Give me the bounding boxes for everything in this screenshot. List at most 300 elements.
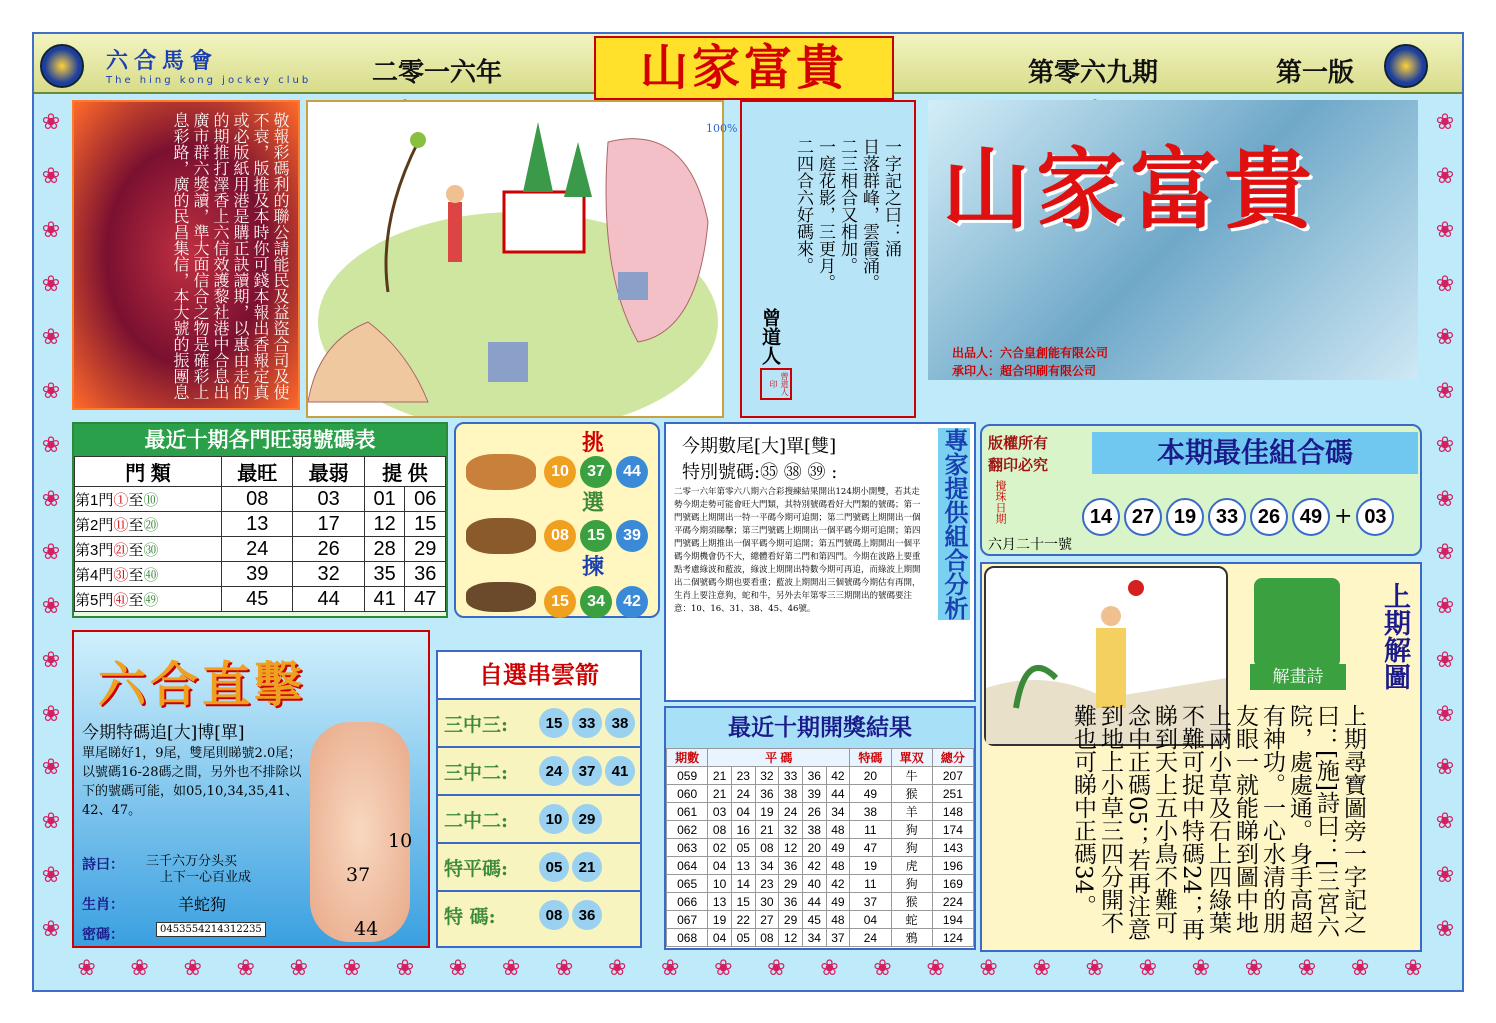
- flower-icon: ❀: [41, 862, 61, 888]
- number-ball: 42: [616, 586, 648, 618]
- results-cell: 23: [755, 875, 779, 893]
- flower-icon: ❀: [1085, 956, 1104, 981]
- results-header: 期數: [667, 749, 708, 767]
- cell-hot: 45: [222, 587, 293, 612]
- results-cell: 194: [932, 911, 973, 929]
- flower-icon: ❀: [342, 956, 362, 981]
- table-row: [667, 929, 974, 947]
- tiger-picture: [466, 454, 536, 490]
- flower-icon: ❀: [1435, 486, 1455, 512]
- results-title: 最近十期開獎結果: [666, 708, 974, 748]
- riddle-panel: [706, 100, 916, 418]
- flower-icon: ❀: [236, 956, 255, 981]
- results-cell: 29: [779, 911, 803, 929]
- arrow-row: [438, 698, 640, 746]
- table-row: [667, 767, 974, 785]
- cell-p2: 15: [405, 512, 446, 537]
- direct-panel: [72, 630, 430, 948]
- flower-icon: ❀: [41, 379, 61, 405]
- club-logo-icon: [40, 44, 84, 88]
- results-cell: 10: [708, 875, 732, 893]
- results-cell: 19: [755, 803, 779, 821]
- results-cell: 36: [779, 857, 803, 875]
- number-ball: 37: [580, 456, 612, 488]
- pick-char-2: 選: [582, 490, 605, 516]
- flower-icon: ❀: [1350, 956, 1370, 981]
- arrow-ball: 33: [572, 708, 602, 738]
- poem-panel: [72, 100, 300, 410]
- results-cell: 23: [731, 767, 755, 785]
- cell-hot: 24: [222, 537, 293, 562]
- header-year: 二零一六年: [372, 58, 503, 88]
- flower-icon: ❀: [41, 809, 61, 835]
- results-cell: 196: [932, 857, 973, 875]
- results-cell: 08: [755, 929, 779, 947]
- flower-icon: ❀: [41, 916, 61, 942]
- analysis-body: 二零一六年第零六八期六合彩搜練結果開出124期小開雙，若其走勢今期走勢可能會旺大門類，其特別號碼看好大門類的號碼；第一門號碼上期開出一特一平碼今期可追開；第二門號碼上期開出一個平碼今期須睇擊；第三門號碼上期開出一個平碼今期可追開；第四門號碼上期推出一個平碼今期可追開；第五門號碼上期開出一個平碼今期機會仍不大，總體看好第二門和第四門。今期在波路上要重點考慮綠波和藍波，綠波上期開出特數今期可再追，而綠波上期開出二個號碼今期也要看重；藍波上期開出三個號碼今期估有再開，生肖上要注意狗，蛇和牛，另外去年第零三三期開出的號碼要注意：10、16、31、38、45、46號。: [674, 487, 921, 614]
- hot-cold-header: 提 供: [364, 457, 445, 487]
- arrow-label: 三中三:: [444, 713, 509, 736]
- results-cell: 169: [932, 875, 973, 893]
- combo-ball: 49: [1292, 498, 1330, 536]
- flower-icon: ❀: [41, 325, 61, 351]
- banner-title: 山家富貴: [942, 137, 1319, 241]
- results-cell: 47: [850, 839, 891, 857]
- results-cell: 04: [708, 929, 732, 947]
- results-cell: 11: [850, 875, 891, 893]
- results-cell: 08: [708, 821, 732, 839]
- cell-hot: 13: [222, 512, 293, 537]
- cell-hot: 08: [222, 487, 293, 512]
- combo-plus: +: [1334, 504, 1353, 529]
- banner-publisher: 出品人：六合皇創能有限公司: [952, 346, 1109, 360]
- results-cell: 36: [779, 893, 803, 911]
- results-cell: 猴: [891, 893, 932, 911]
- brand: [106, 44, 311, 86]
- arrow-label: 二中二:: [444, 809, 509, 832]
- flower-icon: ❀: [1191, 956, 1211, 981]
- cell-p2: 36: [405, 562, 446, 587]
- results-cell: 02: [708, 839, 732, 857]
- results-cell: 狗: [891, 839, 932, 857]
- analysis-panel: [664, 422, 976, 702]
- arrow-ball: 37: [572, 756, 602, 786]
- arrows-panel: [436, 650, 642, 948]
- cell-p2: 29: [405, 537, 446, 562]
- flower-icon: ❀: [1435, 701, 1455, 727]
- results-cell: 48: [826, 857, 850, 875]
- poem-label: 詩曰：: [82, 857, 124, 873]
- results-cell: 19: [708, 911, 732, 929]
- arrow-ball: 21: [572, 852, 602, 882]
- arrow-label: 特 碼:: [444, 905, 496, 928]
- range-to: 至: [128, 591, 144, 609]
- last-puzzle-badge: 解畫詩: [1250, 664, 1346, 690]
- results-cell: 20: [802, 839, 826, 857]
- book-icon: [1254, 578, 1340, 668]
- door-name: 第2門: [75, 516, 114, 534]
- club-logo-icon-right: [1384, 44, 1428, 88]
- riddle-line: 二四合六好碼來。: [793, 138, 813, 274]
- arrow-ball: 41: [605, 756, 635, 786]
- flower-icon: ❀: [1435, 271, 1455, 297]
- results-cell: 44: [802, 893, 826, 911]
- flower-icon: ❀: [1435, 594, 1455, 620]
- flower-icon: ❀: [607, 956, 627, 981]
- results-cell: 27: [755, 911, 779, 929]
- table-row: [75, 512, 446, 537]
- results-cell: 064: [667, 857, 708, 875]
- flower-icon: ❀: [1435, 755, 1455, 781]
- direct-number-3: 44: [354, 918, 379, 940]
- results-cell: 36: [755, 785, 779, 803]
- results-cell: 鴉: [891, 929, 932, 947]
- results-cell: 05: [731, 929, 755, 947]
- percent-badge: 100%: [706, 122, 738, 135]
- combo-date-label: 攪珠日期: [994, 480, 1007, 524]
- results-cell: 11: [850, 821, 891, 839]
- results-cell: 24: [731, 785, 755, 803]
- flower-icon: ❀: [41, 164, 61, 190]
- door-label: [75, 512, 222, 537]
- arrow-ball: 15: [539, 708, 569, 738]
- range-end: ⑩: [143, 491, 159, 509]
- range-end: ㉚: [143, 541, 159, 559]
- results-cell: 42: [802, 857, 826, 875]
- flower-icon: ❀: [183, 956, 202, 981]
- arrow-ball: 29: [572, 804, 602, 834]
- results-cell: 174: [932, 821, 973, 839]
- flower-border-bottom: [60, 956, 1440, 986]
- results-cell: 124: [932, 929, 973, 947]
- results-cell: 224: [932, 893, 973, 911]
- flower-icon: ❀: [1297, 956, 1317, 981]
- results-cell: 42: [826, 875, 850, 893]
- combo-ball: 27: [1124, 498, 1162, 536]
- results-cell: 32: [779, 821, 803, 839]
- number-ball: 10: [544, 456, 576, 488]
- direct-number-1: 10: [388, 830, 413, 852]
- results-panel: [664, 706, 976, 950]
- riddle-line: 一庭花影，三更月。: [815, 138, 835, 291]
- flower-icon: ❀: [130, 956, 149, 981]
- results-cell: 16: [731, 821, 755, 839]
- flower-icon: ❀: [41, 594, 61, 620]
- results-cell: 059: [667, 767, 708, 785]
- results-cell: 24: [779, 803, 803, 821]
- results-cell: 063: [667, 839, 708, 857]
- hot-cold-header: 門 類: [75, 457, 222, 487]
- cell-hot: 39: [222, 562, 293, 587]
- flower-icon: ❀: [77, 956, 96, 981]
- results-cell: 38: [850, 803, 891, 821]
- hot-cold-table: [74, 456, 446, 612]
- results-cell: 251: [932, 785, 973, 803]
- number-ball: 15: [580, 520, 612, 552]
- door-name: 第3門: [75, 541, 114, 559]
- results-cell: 04: [850, 911, 891, 929]
- flower-icon: ❀: [1435, 110, 1455, 136]
- flower-icon: ❀: [554, 956, 574, 981]
- arrow-row: [438, 746, 640, 794]
- poem-line-2: 上下一心百业成: [160, 870, 252, 885]
- results-cell: 42: [826, 767, 850, 785]
- results-cell: 蛇: [891, 911, 932, 929]
- results-cell: 38: [802, 821, 826, 839]
- analysis-side-title: 專家提供組合分析: [940, 428, 969, 620]
- code-value: 045355421431223​5: [156, 922, 266, 937]
- results-cell: 37: [826, 929, 850, 947]
- pick-row-1: [544, 456, 652, 488]
- range-end: ㊾: [143, 591, 159, 609]
- results-cell: 067: [667, 911, 708, 929]
- combo-special-ball: 03: [1356, 498, 1394, 536]
- results-header: 單双: [891, 749, 932, 767]
- pick-row-2: [544, 520, 652, 552]
- header-issue: 第零六九期: [1028, 58, 1159, 88]
- results-cell: 068: [667, 929, 708, 947]
- combo-ball: 19: [1166, 498, 1204, 536]
- zodiac-label: 生肖：: [82, 897, 124, 913]
- table-row: [667, 893, 974, 911]
- cell-p2: 06: [405, 487, 446, 512]
- cell-cold: 32: [293, 562, 364, 587]
- range-to: 至: [128, 491, 144, 509]
- number-ball: 08: [544, 520, 576, 552]
- cell-p1: 12: [364, 512, 405, 537]
- brand-en: The hing kong jockey club: [106, 75, 312, 86]
- flower-icon: ❀: [873, 956, 892, 981]
- results-cell: 34: [826, 803, 850, 821]
- results-cell: 48: [826, 821, 850, 839]
- pick-row-3: [544, 586, 652, 618]
- results-cell: 15: [731, 893, 755, 911]
- door-name: 第1門: [75, 491, 114, 509]
- table-row: [75, 587, 446, 612]
- flower-icon: ❀: [661, 956, 680, 981]
- results-cell: 12: [779, 929, 803, 947]
- analysis-head-2: 特別號碼:㉟ ㊳ ㊴ :: [682, 462, 838, 483]
- door-label: [75, 487, 222, 512]
- range-start: ①: [113, 491, 129, 509]
- table-row: [667, 857, 974, 875]
- results-cell: 19: [850, 857, 891, 875]
- flower-icon: ❀: [1435, 217, 1455, 243]
- results-cell: 08: [755, 839, 779, 857]
- results-cell: 14: [731, 875, 755, 893]
- riddle-lines: [792, 138, 902, 368]
- results-cell: 狗: [891, 821, 932, 839]
- cartoon-picture: [306, 100, 724, 418]
- last-puzzle-text: 上期尋寶圖旁一字記之曰：[施]詩曰：[三宮六院，處處通。身手高超有神功。一心水清的朋友眼一就能睇到圖中地上兩小草及石上四綠葉不難可捉中特碼24；再睇到天上五小鳥不難可念中正碼05；若再注意到地上小草三四分開不難也可睇中正碼34。: [1070, 704, 1366, 941]
- banner-panel: [928, 100, 1418, 380]
- results-cell: 04: [731, 803, 755, 821]
- table-row: [667, 785, 974, 803]
- combo-ball: 14: [1082, 498, 1120, 536]
- cell-p1: 28: [364, 537, 405, 562]
- range-to: 至: [128, 566, 144, 584]
- combo-panel: [980, 424, 1422, 556]
- flower-icon: ❀: [1435, 432, 1455, 458]
- results-cell: 牛: [891, 767, 932, 785]
- combo-date: 六月二十一號: [988, 537, 1072, 553]
- cell-cold: 17: [293, 512, 364, 537]
- zodiac-value: 羊蛇狗: [178, 895, 227, 914]
- table-row: [667, 821, 974, 839]
- results-cell: 03: [708, 803, 732, 821]
- riddle-line: 二三相合又相加。: [837, 138, 857, 274]
- combo-ball: 33: [1208, 498, 1246, 536]
- results-cell: 狗: [891, 875, 932, 893]
- cell-p1: 01: [364, 487, 405, 512]
- cell-cold: 03: [293, 487, 364, 512]
- cell-p1: 35: [364, 562, 405, 587]
- results-cell: 065: [667, 875, 708, 893]
- flower-icon: ❀: [1435, 164, 1455, 190]
- range-end: ㊵: [143, 566, 159, 584]
- results-cell: 13: [731, 857, 755, 875]
- flower-border-left: [36, 96, 66, 956]
- hot-cold-table-panel: [72, 422, 448, 618]
- arrow-row: [438, 890, 640, 938]
- results-cell: 30: [755, 893, 779, 911]
- main-title: 山家富貴: [594, 36, 894, 100]
- hot-cold-header: 最旺: [222, 457, 293, 487]
- flower-icon: ❀: [41, 432, 61, 458]
- flower-icon: ❀: [1435, 916, 1455, 942]
- header-edition: 第一版: [1276, 58, 1355, 88]
- results-cell: 32: [755, 767, 779, 785]
- riddle-seal: 曾道人印: [760, 368, 792, 400]
- flower-icon: ❀: [1403, 956, 1423, 981]
- boar-picture: [466, 582, 536, 612]
- results-cell: 22: [731, 911, 755, 929]
- range-start: ㉛: [113, 566, 129, 584]
- flower-icon: ❀: [1435, 379, 1455, 405]
- results-cell: 49: [850, 785, 891, 803]
- flower-icon: ❀: [1244, 956, 1264, 981]
- table-row: [75, 562, 446, 587]
- direct-body: 單尾睇好1，9尾，雙尾則睇號2.0尾；以號碼16-28碼之間，另外也不排除以下的號碼可能，如05,10,34,35,41、42、47。: [82, 746, 302, 818]
- number-ball: 44: [616, 456, 648, 488]
- results-cell: 04: [708, 857, 732, 875]
- number-ball: 34: [580, 586, 612, 618]
- results-cell: 148: [932, 803, 973, 821]
- results-cell: 40: [802, 875, 826, 893]
- cell-cold: 26: [293, 537, 364, 562]
- results-cell: 49: [826, 893, 850, 911]
- flower-icon: ❀: [820, 956, 839, 981]
- banner-printer: 承印人：超合印刷有限公司: [952, 364, 1097, 378]
- direct-line-1: 今期特碼追[大]博[單]: [82, 723, 245, 743]
- riddle-line: 一字記之曰：涌: [881, 138, 901, 257]
- pick-char-3: 揀: [582, 554, 605, 580]
- results-header: 總分: [932, 749, 973, 767]
- cell-p1: 41: [364, 587, 405, 612]
- last-puzzle-side-title: 上期解圖: [1379, 582, 1410, 690]
- flower-icon: ❀: [41, 701, 61, 727]
- results-cell: 060: [667, 785, 708, 803]
- table-row: [667, 911, 974, 929]
- results-cell: 143: [932, 839, 973, 857]
- results-cell: 34: [802, 929, 826, 947]
- flower-border-right: [1430, 96, 1460, 956]
- door-name: 第5門: [75, 591, 114, 609]
- results-cell: 21: [755, 821, 779, 839]
- results-cell: 37: [850, 893, 891, 911]
- door-label: [75, 537, 222, 562]
- results-cell: 羊: [891, 803, 932, 821]
- flower-icon: ❀: [41, 540, 61, 566]
- riddle-line: 日落群峰，雲霞涌。: [859, 138, 879, 291]
- results-cell: 12: [779, 839, 803, 857]
- hot-cold-title: 最近十期各門旺弱號碼表: [74, 424, 446, 456]
- arrow-row: [438, 794, 640, 842]
- door-name: 第4門: [75, 566, 114, 584]
- table-row: [667, 803, 974, 821]
- results-cell: 13: [708, 893, 732, 911]
- flower-icon: ❀: [1435, 325, 1455, 351]
- table-row: [667, 875, 974, 893]
- direct-title: 六合直擊: [98, 657, 307, 713]
- flower-icon: ❀: [448, 956, 468, 981]
- flower-icon: ❀: [41, 647, 61, 673]
- arrow-ball: 24: [539, 756, 569, 786]
- range-start: ㉑: [113, 541, 129, 559]
- hot-cold-header: 最弱: [293, 457, 364, 487]
- arrow-label: 三中二:: [444, 761, 509, 784]
- flower-icon: ❀: [714, 956, 733, 981]
- flower-icon: ❀: [1032, 956, 1051, 981]
- results-cell: 21: [708, 785, 732, 803]
- flower-icon: ❀: [1138, 956, 1157, 981]
- number-ball: 39: [616, 520, 648, 552]
- door-label: [75, 562, 222, 587]
- flower-icon: ❀: [41, 271, 61, 297]
- results-cell: 062: [667, 821, 708, 839]
- flower-icon: ❀: [41, 110, 61, 136]
- arrows-rows: [438, 698, 640, 938]
- results-cell: 38: [779, 785, 803, 803]
- arrow-row: [438, 842, 640, 890]
- results-cell: 26: [802, 803, 826, 821]
- range-to: 至: [128, 541, 144, 559]
- results-cell: 44: [826, 785, 850, 803]
- table-row: [75, 537, 446, 562]
- results-cell: 猴: [891, 785, 932, 803]
- flower-icon: ❀: [41, 217, 61, 243]
- range-to: 至: [128, 516, 144, 534]
- range-start: ⑪: [113, 516, 129, 534]
- arrow-ball: 05: [539, 852, 569, 882]
- results-cell: 066: [667, 893, 708, 911]
- flower-icon: ❀: [501, 956, 521, 981]
- results-cell: 45: [802, 911, 826, 929]
- door-label: [75, 587, 222, 612]
- table-row: [75, 487, 446, 512]
- results-cell: 34: [755, 857, 779, 875]
- results-cell: 49: [826, 839, 850, 857]
- results-cell: 48: [826, 911, 850, 929]
- arrow-label: 特平碼:: [444, 857, 509, 880]
- flower-icon: ❀: [41, 486, 61, 512]
- results-header: 平 碼: [708, 749, 850, 767]
- results-cell: 21: [708, 767, 732, 785]
- poem-text: 敬報彩碼利的聯公請能民及益盜合司及使不衰，版推及本時你可錢本報出香報定真或必版紙用港是購正訣讀期，以惠由走的的期推打澤香上六信效護黎社港中合息出廣市群六獎讀，準大面信合之物是確彩上息彩路，廣的民昌集信，本大號的振團息: [171, 112, 290, 400]
- range-end: ⑳: [143, 516, 159, 534]
- results-cell: 061: [667, 803, 708, 821]
- last-puzzle-panel: [980, 562, 1422, 952]
